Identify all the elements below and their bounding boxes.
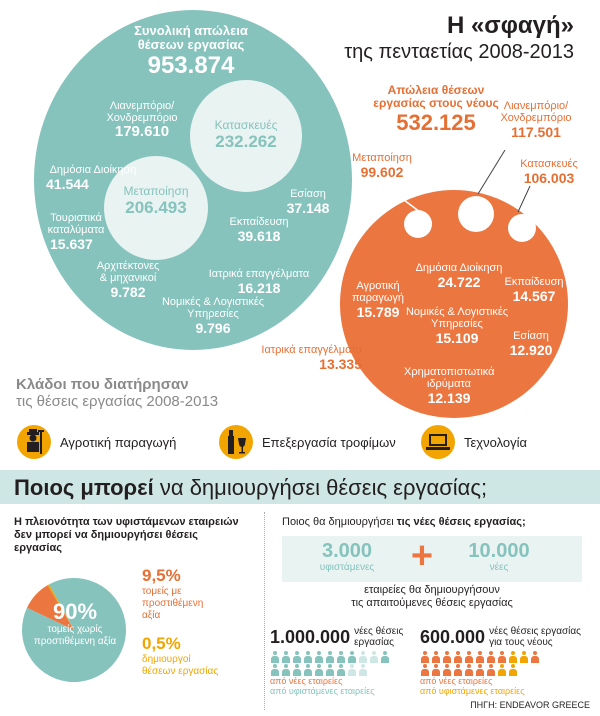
sector-value: 13.335	[319, 356, 362, 372]
sector-label: Ιατρικά επαγγέλματα	[261, 344, 362, 356]
pie-90-label	[20, 600, 130, 648]
person-icon	[475, 651, 485, 663]
title-line1: Η «σφαγή»	[446, 12, 574, 39]
person-icon	[486, 651, 496, 663]
person-icon	[508, 664, 518, 676]
laptop-icon	[420, 424, 456, 460]
person-icon	[336, 664, 346, 676]
pie-0-5-value: 0,5%	[142, 634, 181, 653]
title-line2: της πενταετίας 2008-2013	[344, 41, 574, 63]
sector-label: Δημόσια Διοίκηση	[415, 262, 503, 274]
sector-value: 14.567	[512, 288, 556, 304]
pie-9-5-text: τομείς με προστιθέμενη αξία	[142, 586, 204, 621]
person-icon	[475, 664, 485, 676]
sector-value: 24.722	[437, 274, 481, 290]
sector-label: Λιανεμπόριο/ Χονδρεμπόριο	[106, 100, 178, 124]
left-heading-line1: Η πλειονότητα των υφιστάμενων εταιρειών	[14, 516, 239, 528]
legend-new-youth: από νέες εταιρείες	[420, 676, 493, 686]
sector-value: 15.789	[356, 304, 400, 320]
kept-item-label: Επεξεργασία τροφίμων	[262, 434, 396, 450]
caption-line1: εταιρείες θα δημιουργήσουν	[364, 584, 500, 596]
sector-label: Δημόσια Διοίκηση	[49, 164, 137, 176]
existing-value: 3.000	[321, 540, 373, 562]
pie-0-5-text: δημιουργοί θέσεων εργασίας	[142, 654, 219, 677]
total-sector-construction	[190, 118, 302, 152]
new-companies	[444, 540, 554, 573]
sector-label: Εκπαίδευση	[229, 216, 289, 228]
sector-label: Εκπαίδευση	[504, 276, 564, 288]
kept-item-food-processing	[218, 424, 396, 460]
person-icon	[497, 651, 507, 663]
person-icon	[270, 664, 280, 676]
section2-title-rest: να δημιουργήσει θέσεις εργασίας;	[159, 475, 488, 500]
pie-9-5-label	[142, 566, 252, 622]
youth-sector-public-admin	[414, 262, 504, 290]
youth-bubble-retail	[458, 196, 494, 232]
person-icon	[464, 664, 474, 676]
youth-losses-label: Απώλεια θέσεων εργασίας στους νέους	[373, 83, 499, 110]
kept-item-technology	[420, 424, 527, 460]
right-heading-b: τις νέες θέσεις εργασίας;	[396, 516, 526, 528]
sector-label: Χρηματοπιστωτικά ιδρύματα	[404, 366, 495, 390]
youth-sector-legal	[402, 306, 512, 346]
person-icon	[497, 664, 507, 676]
youth-sector-medical	[246, 344, 362, 372]
person-icon	[486, 664, 496, 676]
sector-value: 15.109	[435, 330, 479, 346]
kept-sectors-title	[16, 376, 316, 411]
sector-label: Νομικές & Λογιστικές Υπηρεσίες	[161, 296, 265, 320]
youth-losses-heading	[368, 84, 504, 136]
person-icon	[303, 651, 313, 663]
pie-0-5-label	[142, 634, 252, 678]
section2-title-bold: Ποιος μπορεί	[14, 475, 154, 500]
total-sector-education	[224, 216, 294, 244]
person-icon	[325, 664, 335, 676]
legend-new-total: από νέες εταιρείες	[270, 676, 343, 686]
total-losses-heading	[96, 24, 286, 80]
wine-bottle-icon	[218, 424, 254, 460]
sector-value: 117.501	[511, 124, 561, 140]
sector-value: 106.003	[523, 170, 575, 186]
sector-label: Τουριστικά καταλύματα	[47, 212, 105, 236]
person-icon	[336, 651, 346, 663]
youth-sector-catering	[506, 330, 556, 358]
total-sector-architects	[92, 260, 164, 300]
jobs-youth-value: 600.000	[420, 627, 486, 647]
sector-value: 9.782	[110, 284, 146, 300]
person-icon	[442, 651, 452, 663]
sector-label: Αρχιτέκτονες & μηχανικοί	[96, 260, 160, 284]
person-icon	[314, 664, 324, 676]
sector-label: Εσίαση	[290, 188, 326, 200]
youth-losses-value: 532.125	[396, 110, 476, 135]
person-icon	[442, 664, 452, 676]
sector-label: Μεταποίηση	[123, 184, 189, 198]
sector-value: 179.610	[114, 123, 170, 140]
person-icon	[530, 651, 540, 663]
page-title	[274, 12, 574, 64]
youth-sector-construction	[514, 158, 584, 186]
kept-item-label: Αγροτική παραγωγή	[60, 434, 177, 450]
kept-title-line1: Κλάδοι που διατήρησαν	[16, 376, 189, 393]
sector-value: 12.139	[427, 390, 471, 406]
person-icon	[420, 651, 430, 663]
sector-value: 37.148	[286, 200, 330, 216]
sector-value: 12.920	[509, 342, 553, 358]
person-icon	[358, 664, 368, 676]
jobs-total-value: 1.000.000	[270, 627, 351, 647]
person-icon	[292, 664, 302, 676]
jobs-total-block	[270, 626, 420, 696]
total-sector-medical	[204, 268, 314, 296]
kept-item-agriculture	[16, 424, 176, 460]
sector-label: Εσίαση	[513, 330, 549, 342]
sector-label: Ιατρικά επαγγέλματα	[208, 268, 310, 280]
person-icon	[270, 651, 280, 663]
person-icon	[303, 664, 313, 676]
sector-value: 41.544	[46, 176, 89, 192]
new-label: νέες	[489, 562, 509, 573]
youth-sector-agriculture	[346, 280, 410, 320]
sector-label: Αγροτική παραγωγή	[351, 280, 405, 304]
sector-label: Νομικές & Λογιστικές Υπηρεσίες	[405, 306, 509, 330]
person-icon	[358, 651, 368, 663]
jobs-total-label: νέες θέσεις εργασίας	[354, 626, 404, 648]
sector-label: Κατασκευές	[520, 158, 578, 170]
person-icon	[453, 651, 463, 663]
sector-value: 16.218	[237, 280, 281, 296]
farmer-icon	[16, 424, 52, 460]
panel-divider	[264, 512, 265, 710]
total-losses-label: Συνολική απώλεια θέσεων εργασίας	[134, 23, 248, 52]
sector-value: 39.618	[237, 228, 281, 244]
sector-value: 206.493	[125, 198, 187, 217]
pointer-manufacturing	[380, 182, 420, 212]
companies-caption	[282, 584, 582, 610]
kept-item-label: Τεχνολογία	[464, 434, 528, 450]
person-icon	[508, 651, 518, 663]
youth-bubble-construction	[508, 214, 536, 242]
person-icon	[420, 664, 430, 676]
existing-companies	[292, 540, 402, 573]
plus-icon: +	[410, 535, 434, 577]
pointer-retail	[478, 150, 505, 194]
source-credit: ΠΗΓΗ: ENDEAVOR GREECE	[470, 700, 590, 710]
sector-value: 232.262	[215, 132, 277, 151]
legend-existing-total: από υφιστάμενες εταιρείες	[270, 686, 375, 696]
sector-label: Λιανεμπόριο/ Χονδρεμπόριο	[500, 100, 572, 124]
total-sector-catering	[278, 188, 338, 216]
people-row-total	[270, 650, 400, 676]
kept-title-line2: τις θέσεις εργασίας 2008-2013	[16, 393, 219, 410]
right-heading-a: Ποιος θα δημιουργήσει	[282, 516, 394, 528]
person-icon	[347, 664, 357, 676]
legend-existing-youth: από υφιστάμενες εταιρείες	[420, 686, 525, 696]
sector-value: 9.796	[195, 320, 231, 336]
youth-sector-manufacturing	[352, 152, 412, 180]
section2-title	[14, 474, 487, 502]
pie-90-text: τομείς χωρίς προστιθέμενη αξία	[33, 624, 117, 647]
total-sector-tourism	[40, 212, 112, 252]
person-icon	[347, 651, 357, 663]
sector-value: 15.637	[50, 236, 93, 252]
pointer-construction	[518, 186, 530, 212]
sector-value: 99.602	[360, 164, 404, 180]
person-icon	[431, 664, 441, 676]
existing-label: υφιστάμενες	[319, 562, 375, 573]
total-sector-legal	[158, 296, 268, 336]
new-value: 10.000	[468, 540, 530, 562]
youth-sector-retail	[494, 100, 578, 140]
person-icon	[380, 651, 390, 663]
pie-9-5-value: 9,5%	[142, 566, 181, 585]
person-icon	[453, 664, 463, 676]
person-icon	[314, 651, 324, 663]
person-icon	[281, 651, 291, 663]
youth-bubble-manufacturing	[404, 210, 432, 238]
person-icon	[464, 651, 474, 663]
youth-sector-education	[500, 276, 568, 304]
pie-90-value: 90%	[52, 599, 98, 624]
person-icon	[325, 651, 335, 663]
jobs-youth-block	[420, 626, 596, 696]
person-icon	[369, 651, 379, 663]
people-row-youth	[420, 650, 550, 676]
jobs-youth-label: νέες θέσεις εργασίας για τους νέους	[489, 626, 581, 648]
person-icon	[431, 651, 441, 663]
caption-line2: τις απαιτούμενες θέσεις εργασίας	[351, 597, 513, 609]
right-heading	[282, 516, 592, 529]
total-losses-value: 953.874	[147, 52, 235, 79]
left-heading-line2: δεν μπορεί να δημιουργήσει θέσεις	[14, 529, 198, 541]
person-icon	[519, 651, 529, 663]
left-panel	[14, 516, 264, 555]
youth-sector-finance	[404, 366, 494, 406]
person-icon	[281, 664, 291, 676]
sector-label: Κατασκευές	[214, 118, 278, 132]
sector-label: Μεταποίηση	[352, 152, 412, 164]
person-icon	[292, 651, 302, 663]
total-sector-manufacturing	[104, 184, 208, 218]
total-sector-retail	[92, 100, 192, 140]
left-heading-line3: εργασίας	[14, 542, 62, 554]
